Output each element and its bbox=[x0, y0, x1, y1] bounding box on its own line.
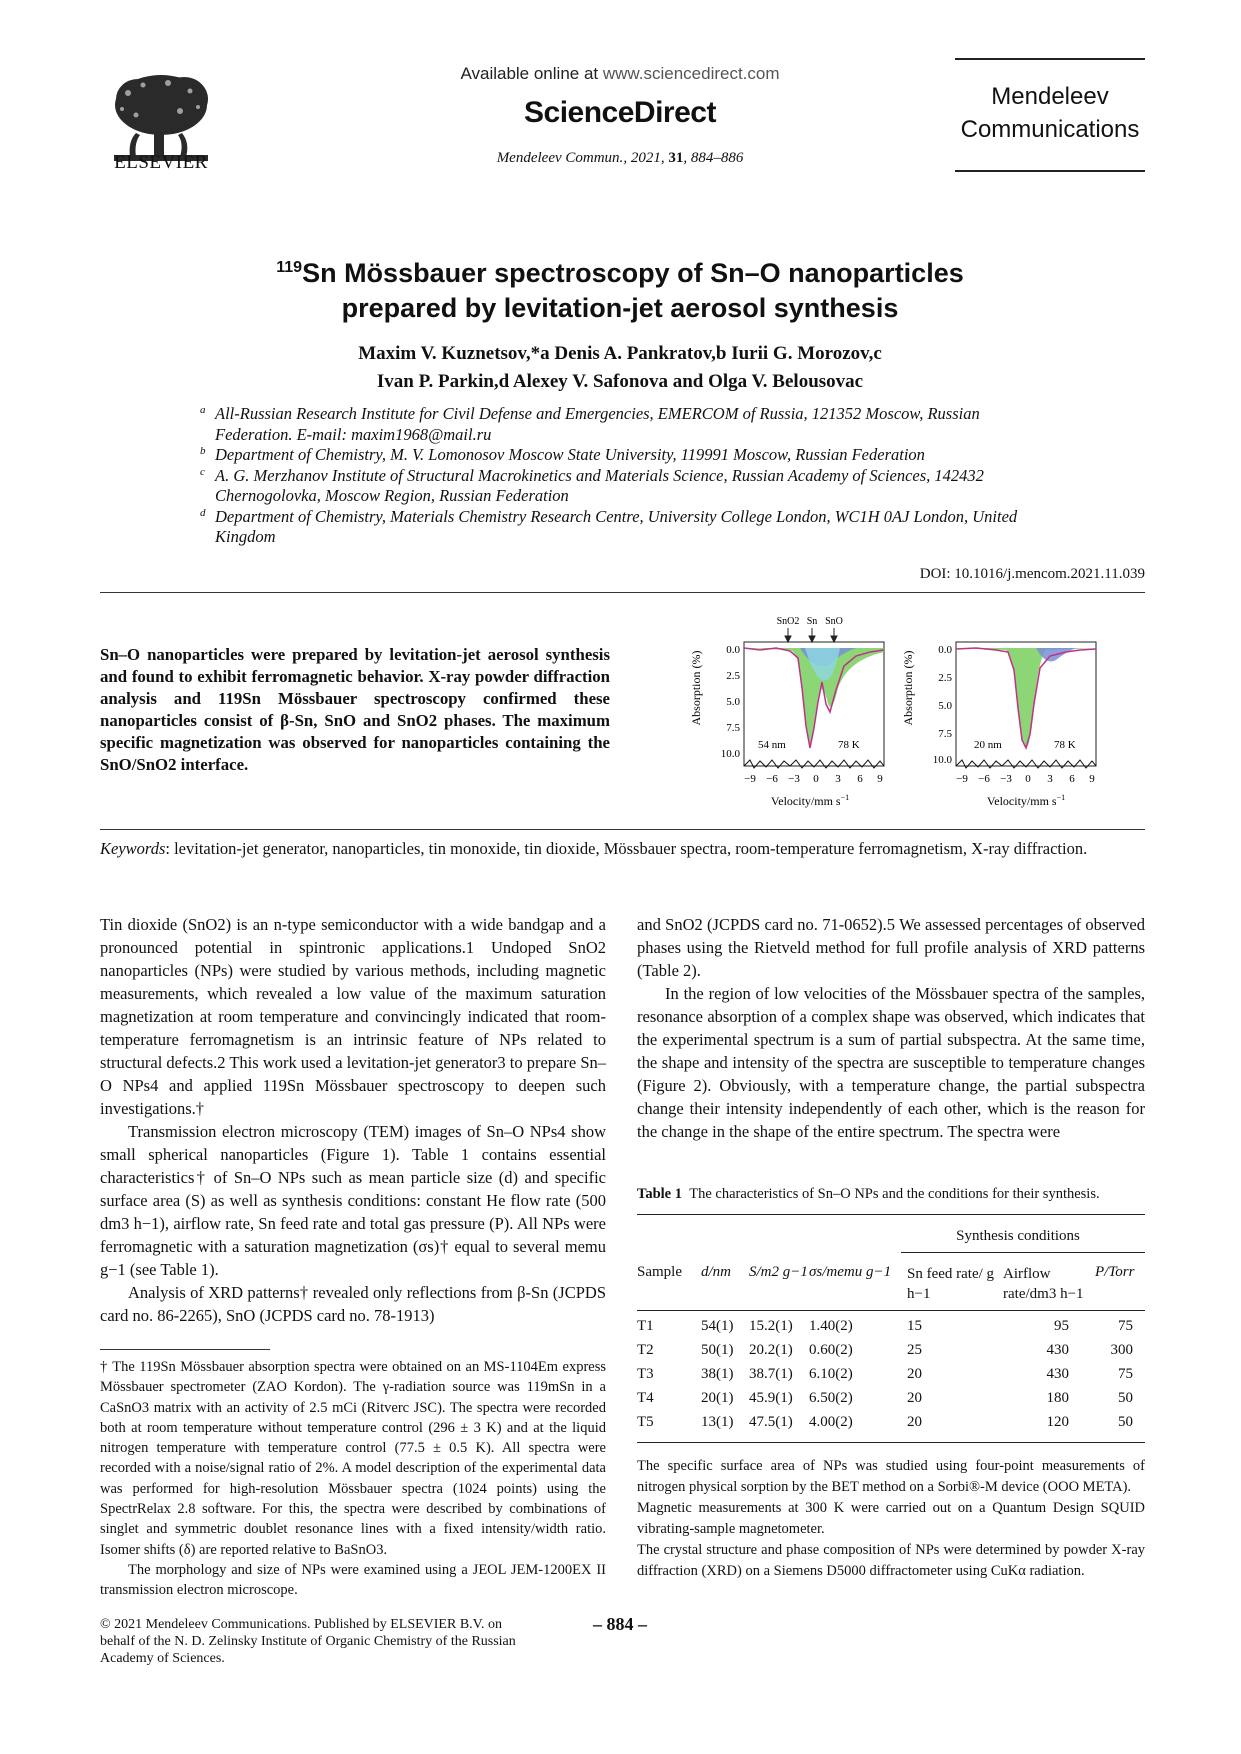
table-header-p: P/Torr bbox=[1095, 1264, 1135, 1280]
right-fit-envelope bbox=[956, 648, 1096, 748]
table-header-sample: Sample bbox=[637, 1264, 682, 1280]
left-y-tick-4: 10.0 bbox=[720, 748, 740, 760]
right-x-tick-6: 9 bbox=[1089, 773, 1095, 785]
table-caption-label: Table 1 bbox=[637, 1186, 682, 1202]
right-y-axis-label: Absorption (%) bbox=[901, 650, 915, 726]
right-x-axis-label: Velocity/mm $s^{-1}$ bbox=[986, 793, 1066, 808]
left-y-tick-0: 0.0 bbox=[726, 644, 740, 656]
right-residual-trace bbox=[956, 760, 1096, 768]
table-header-s: S/m2 g−1 bbox=[749, 1264, 808, 1280]
left-y-tick-3: 7.5 bbox=[726, 722, 740, 734]
right-x-tick-5: 6 bbox=[1069, 773, 1075, 785]
citation-journal: Mendeleev Commun. bbox=[496, 150, 624, 166]
left-x-tick-0: −9 bbox=[744, 773, 756, 785]
keywords-label: Keywords bbox=[100, 839, 166, 858]
body-paragraph-2: Transmission electron microscopy (TEM) images of Sn–O NPs4 show small spherical nanoparticles (Figure 1). Table 1 contains essential characteristics† of Sn–O NPs such as mean particle size (d) and specific surface area (S) as well as synthesis conditions: constant He flow rate (500 dm3 h−1), airflow rate, Sn feed rate and total gas pressure (P). All NPs were ferromagnetic with a saturation magnetization (σs)† equal to several memu g−1 (see Table 1). bbox=[100, 1122, 606, 1279]
affiliation-a: a All-Russian Research Institute for Civil Defense and Emergencies, EMERCOM of Russia, 121352 Moscow, Russian Federation. E-mail: maxim1968@mail.ru bbox=[200, 404, 980, 444]
left-y-tick-1: 2.5 bbox=[726, 670, 740, 682]
right-size-label: 20 nm bbox=[974, 739, 1002, 751]
table-bottom-rule bbox=[637, 1442, 1145, 1443]
right-x-tick-1: −6 bbox=[978, 773, 990, 785]
body-right-column bbox=[637, 913, 1145, 1143]
table-row: T2 50(1) 20.2(1) 0.60(2) 25 430 300 bbox=[637, 1342, 1133, 1358]
affiliation-d: d Department of Chemistry, Materials Chemistry Research Centre, University College London, WC1H 0AJ London, United Kingdom bbox=[200, 506, 1018, 546]
citation-pages: , 884–886 bbox=[683, 150, 744, 166]
right-note-1: The specific surface area of NPs was studied using four-point measurements of nitrogen physical sorption by the BET method on a Sorbi®-M device (OOO META). bbox=[637, 1458, 1145, 1495]
right-y-tick-2: 5.0 bbox=[938, 700, 952, 712]
affiliation-b: b Department of Chemistry, M. V. Lomonosov Moscow State University, 119991 Moscow, Russian Federation bbox=[200, 445, 925, 464]
citation-year: , 2021, bbox=[623, 150, 669, 166]
left-x-tick-4: 3 bbox=[835, 773, 841, 785]
title-line1: Sn Mössbauer spectroscopy of Sn–O nanoparticles bbox=[302, 258, 964, 288]
title-isotope-sup: 119 bbox=[276, 259, 303, 276]
phase-label-sno: SnO bbox=[825, 616, 843, 627]
table-row: T4 20(1) 45.9(1) 6.50(2) 20 180 50 bbox=[637, 1390, 1133, 1406]
header-divider bbox=[100, 592, 1145, 593]
body-left-column bbox=[100, 913, 606, 1327]
doi-link[interactable]: DOI: 10.1016/j.mencom.2021.11.039 bbox=[919, 566, 1145, 582]
sciencedirect-url[interactable]: www.sciencedirect.com bbox=[602, 64, 780, 83]
journal-title bbox=[955, 80, 1145, 146]
left-x-tick-5: 6 bbox=[857, 773, 863, 785]
table-group-header: Synthesis conditions bbox=[956, 1228, 1080, 1244]
table-header-d: d/nm bbox=[701, 1264, 731, 1280]
page-number: – 884 – bbox=[593, 1614, 647, 1634]
table-caption-text: The characteristics of Sn–O NPs and the conditions for their synthesis. bbox=[689, 1186, 1100, 1202]
table-header-feed: Sn feed rate/ g h−1 bbox=[907, 1266, 995, 1302]
left-y-tick-2: 5.0 bbox=[726, 696, 740, 708]
footnote-paragraph-2: The morphology and size of NPs were examined using a JEOL JEM-1200EX II transmission electron microscope. bbox=[100, 1561, 606, 1599]
keywords bbox=[100, 838, 1145, 860]
table-header-rule bbox=[637, 1310, 1145, 1311]
right-x-tick-0: −9 bbox=[956, 773, 968, 785]
title-line2: prepared by levitation-jet aerosol synthesis bbox=[341, 293, 899, 323]
article-title bbox=[150, 250, 1090, 326]
right-x-tick-3: 0 bbox=[1025, 773, 1031, 785]
table-header-airflow: Airflow rate/dm3 h−1 bbox=[1003, 1266, 1084, 1302]
right-note-3: The crystal structure and phase composition of NPs were determined by powder X-ray diffraction (XRD) on a Siemens D5000 diffractometer using CuKα radiation. bbox=[637, 1542, 1145, 1579]
body-paragraph-1: Tin dioxide (SnO2) is an n-type semiconductor with a wide bandgap and a pronounced potential in spintronic applications.1 Undoped SnO2 nanoparticles (NPs) were studied by various methods, including magnetic measurements, which revealed a low value of the maximum saturation magnetization at room temperature and convincingly indicated that room-temperature ferromagnetism is an intrinsic feature of NPs related to structural defects.2 This work used a levitation-jet generator3 to prepare Sn–O NPs4 and applied 119Sn Mössbauer spectroscopy to deepen such investigations.† bbox=[100, 915, 606, 1118]
table-row: T1 54(1) 15.2(1) 1.40(2) 15 95 75 bbox=[637, 1318, 1133, 1334]
right-note-2: Magnetic measurements at 300 K were carried out on a Quantum Design SQUID vibrating-sample magnetometer. bbox=[637, 1500, 1145, 1537]
affiliations bbox=[200, 404, 1060, 548]
right-y-tick-4: 10.0 bbox=[932, 754, 952, 766]
right-y-tick-0: 0.0 bbox=[938, 644, 952, 656]
journal-title-line1: Mendeleev bbox=[991, 83, 1109, 110]
right-x-tick-2: −3 bbox=[1000, 773, 1012, 785]
left-x-tick-3: 0 bbox=[813, 773, 819, 785]
left-residual-trace bbox=[744, 760, 884, 768]
authors-line1: Maxim V. Kuznetsov,*a Denis A. Pankratov,b Iurii G. Morozov,c bbox=[358, 343, 882, 364]
phase-label-sno2: SnO2 bbox=[776, 616, 800, 627]
abstract-divider bbox=[100, 829, 1145, 830]
right-y-tick-1: 2.5 bbox=[938, 672, 952, 684]
citation-line bbox=[400, 150, 840, 167]
availability-line bbox=[400, 64, 840, 84]
graphical-abstract-figure bbox=[680, 608, 1140, 818]
left-x-tick-1: −6 bbox=[766, 773, 778, 785]
right-notes bbox=[637, 1456, 1145, 1582]
left-x-tick-6: 9 bbox=[877, 773, 883, 785]
footnote bbox=[100, 1357, 606, 1601]
footnote-divider bbox=[100, 1349, 270, 1350]
right-y-tick-3: 7.5 bbox=[938, 728, 952, 740]
left-x-axis-label: Velocity/mm $s^{-1}$ bbox=[770, 793, 850, 808]
footnote-paragraph-1: † The 119Sn Mössbauer absorption spectra were obtained on an MS-1104Em express Mössbauer spectrometer (ZAO Kordon). The γ-radiation source was 119mSn in a CaSnO3 matrix with an activity of 2.5 mCi (Ritverc JSC). The spectra were recorded both at room temperature without temperature control (296 ± 3 K) and at the liquid nitrogen temperature with temperature control (77.5 ± 0.5 K). All spectra were recorded with a noise/signal ratio of 2%. A model description of the experimental data was performed for high-resolution Mössbauer spectra (1024 points) using the SpectrRelax 2.8 software. For this, the spectra were described by combinations of singlet and symmetric doublet resonance lines with a fixed intensity/width ratio. Isomer shifts (δ) are reported relative to BaSnO3. bbox=[100, 1359, 606, 1558]
right-spectrum-panel bbox=[901, 642, 1096, 808]
body-right-paragraph-1: and SnO2 (JCPDS card no. 71-0652).5 We assessed percentages of observed phases using the Rietveld method for full profile analysis of XRD patterns (Table 2). bbox=[637, 915, 1145, 980]
abstract-text: Sn–O nanoparticles were prepared by levitation-jet aerosol synthesis and found to exhibit ferromagnetic behavior. X-ray powder diffraction analysis and 119Sn Mössbauer spectroscopy confirmed these nanoparticles consist of β-Sn, SnO and SnO2 phases. The maximum specific magnetization was observed for nanoparticles containing the SnO/SnO2 interface. bbox=[100, 645, 610, 774]
phase-label-sn: Sn bbox=[806, 616, 818, 627]
table-header-sigma: σs/memu g−1 bbox=[809, 1264, 892, 1280]
body-paragraph-3: Analysis of XRD patterns† revealed only reflections from β-Sn (JCPDS card no. 86-2265), SnO (JCPDS card no. 78-1913) bbox=[100, 1283, 606, 1325]
table-row: T5 13(1) 47.5(1) 4.00(2) 20 120 50 bbox=[637, 1414, 1133, 1430]
left-x-tick-2: −3 bbox=[788, 773, 800, 785]
copyright-notice: © 2021 Mendeleev Communications. Published by ELSEVIER B.V. on behalf of the N. D. Zelinsky Institute of Organic Chemistry of the Russian Academy of Sciences. bbox=[100, 1617, 516, 1666]
journal-title-line2: Communications bbox=[960, 116, 1140, 143]
left-y-axis-label: Absorption (%) bbox=[689, 650, 703, 726]
right-x-tick-4: 3 bbox=[1047, 773, 1053, 785]
left-temp-label: 78 K bbox=[838, 739, 860, 751]
citation-volume: 31 bbox=[668, 150, 684, 166]
table-row: T3 38(1) 38.7(1) 6.10(2) 20 430 75 bbox=[637, 1366, 1133, 1382]
sciencedirect-logo: ScienceDirect bbox=[524, 96, 716, 129]
left-size-label: 54 nm bbox=[758, 739, 786, 751]
publisher-name: ELSEVIER bbox=[114, 152, 208, 173]
table-caption bbox=[637, 1186, 1145, 1203]
authors-line2: Ivan P. Parkin,d Alexey V. Safonova and Olga V. Belousovac bbox=[376, 371, 864, 392]
keywords-text: : levitation-jet generator, nanoparticles, tin monoxide, tin dioxide, Mössbauer spectra, room-temperature ferromagnetism, X-ray diffraction. bbox=[165, 839, 1088, 858]
table-group-rule bbox=[901, 1252, 1145, 1253]
left-spectrum-panel bbox=[689, 616, 884, 808]
right-temp-label: 78 K bbox=[1054, 739, 1076, 751]
body-right-paragraph-2: In the region of low velocities of the Mössbauer spectra of the samples, resonance absorption of a complex shape was observed, which indicates that the experimental spectrum is a sum of partial subspectra. At the same time, the shape and intensity of the spectra are susceptible to temperature changes (Figure 2). Obviously, with a temperature change, the partial subspectra change their intensity independently of each other, which is the reason for the change in the shape of the entire spectrum. The spectra were bbox=[637, 984, 1145, 1141]
available-prefix: Available online at bbox=[460, 64, 603, 83]
author-list bbox=[150, 340, 1090, 396]
table-top-rule bbox=[637, 1214, 1145, 1215]
affiliation-c: c A. G. Merzhanov Institute of Structural Macrokinetics and Materials Science, Russian Academy of Sciences, 142432 Chernogolovka, Moscow Region, Russian Federation bbox=[200, 465, 984, 505]
